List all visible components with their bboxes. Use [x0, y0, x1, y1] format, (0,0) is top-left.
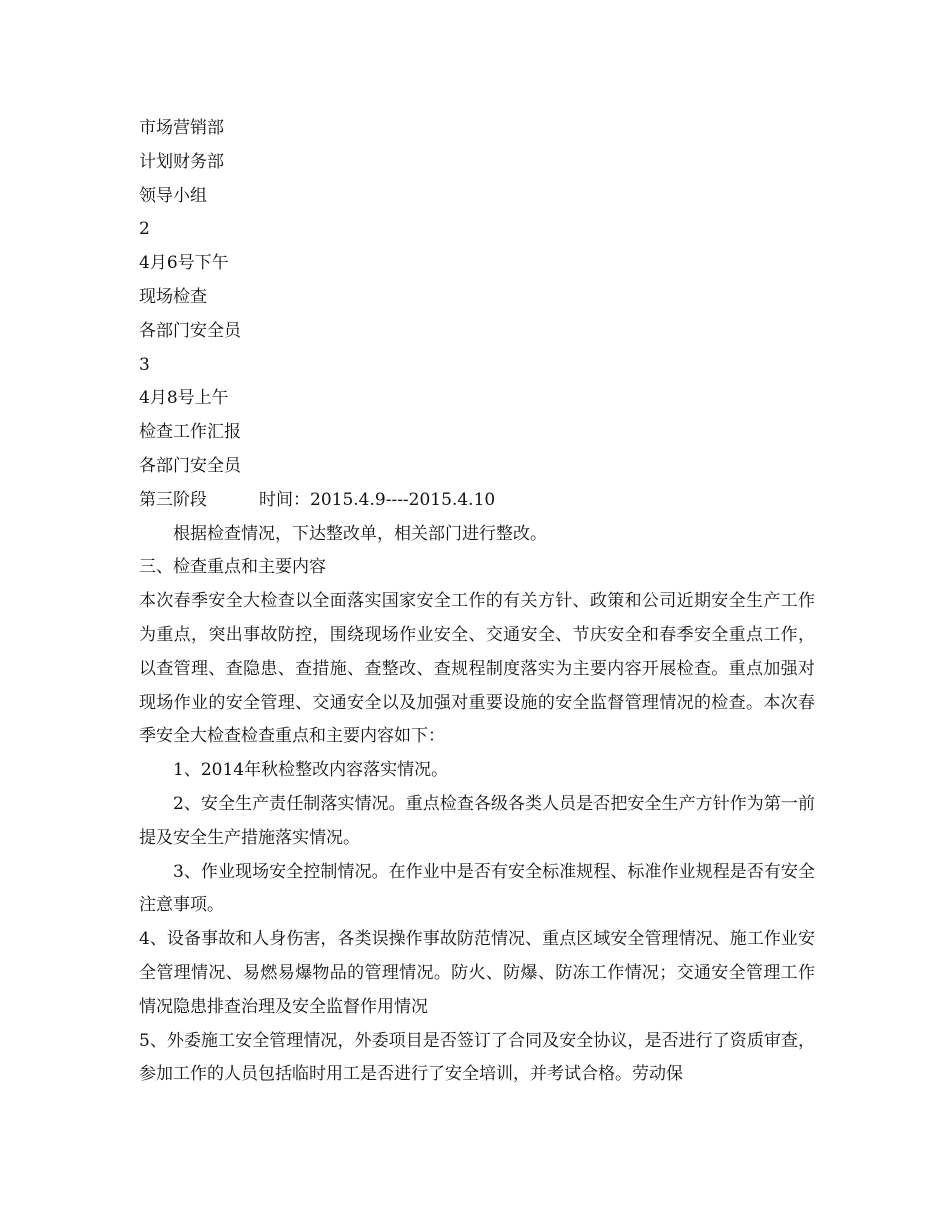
- table-cell-dept-marketing: 市场营销部: [139, 118, 224, 138]
- section-heading-3: 三、检查重点和主要内容: [139, 557, 326, 578]
- table-cell-row-number-3: 3: [139, 354, 150, 375]
- document-body: [139, 112, 815, 1092]
- section-intro-paragraph: 本次春季安全大检查以全面落实国家安全工作的有关方针、政策和公司近期安全生产工作为重点，突出事故防控，围绕现场作业安全、交通安全、节庆安全和春季安全重点工作，以查管理、查隐患、查措施、查整改、查规程制度落实为主要内容开展检查。重点加强对现场作业的安全管理、交通安全以及加强对重要设施的安全监督管理情况的检查。本次春季安全大检查检查重点和主要内容如下：: [139, 591, 815, 747]
- stage3-time: 时间：2015.4.9----2015.4.10: [259, 489, 496, 510]
- table-cell-row-number-2: 2: [139, 219, 150, 240]
- table-cell-date-apr6: 4月6号下午: [139, 253, 229, 274]
- stage3-description: 根据检查情况，下达整改单，相关部门进行整改。: [173, 523, 547, 544]
- table-cell-dept-finance: 计划财务部: [139, 151, 224, 172]
- table-cell-safety-officers: 各部门安全员: [139, 320, 241, 341]
- stage3-label: 第三阶段: [139, 489, 207, 510]
- table-cell-leadership-group: 领导小组: [139, 185, 207, 206]
- table-cell-inspection-report: 检查工作汇报: [139, 422, 241, 443]
- list-item-1: 1、2014年秋检整改内容落实情况。: [173, 760, 449, 781]
- list-item-4: 4、设备事故和人身伤害，各类误操作事故防范情况、重点区域安全管理情况、施工作业安全管理情况、易燃易爆物品的管理情况。防火、防爆、防冻工作情况；交通安全管理工作情况隐患排查治理及安全监督作用情况: [139, 929, 815, 1017]
- list-item-2: 2、安全生产责任制落实情况。重点检查各级各类人员是否把安全生产方针作为第一前提及安全生产措施落实情况。: [139, 793, 815, 848]
- stage3-line: [139, 484, 815, 518]
- table-cell-safety-officers-2: 各部门安全员: [139, 455, 241, 476]
- table-cell-onsite-inspection: 现场检查: [139, 286, 207, 307]
- list-item-5: 5、外委施工安全管理情况，外委项目是否签订了合同及安全协议，是否进行了资质审查，参加工作的人员包括临时用工是否进行了安全培训，并考试合格。劳动保: [139, 1030, 815, 1085]
- table-cell-date-apr8: 4月8号上午: [139, 388, 229, 409]
- list-item-3: 3、作业现场安全控制情况。在作业中是否有安全标准规程、标准作业规程是否有安全注意事项。: [139, 861, 815, 916]
